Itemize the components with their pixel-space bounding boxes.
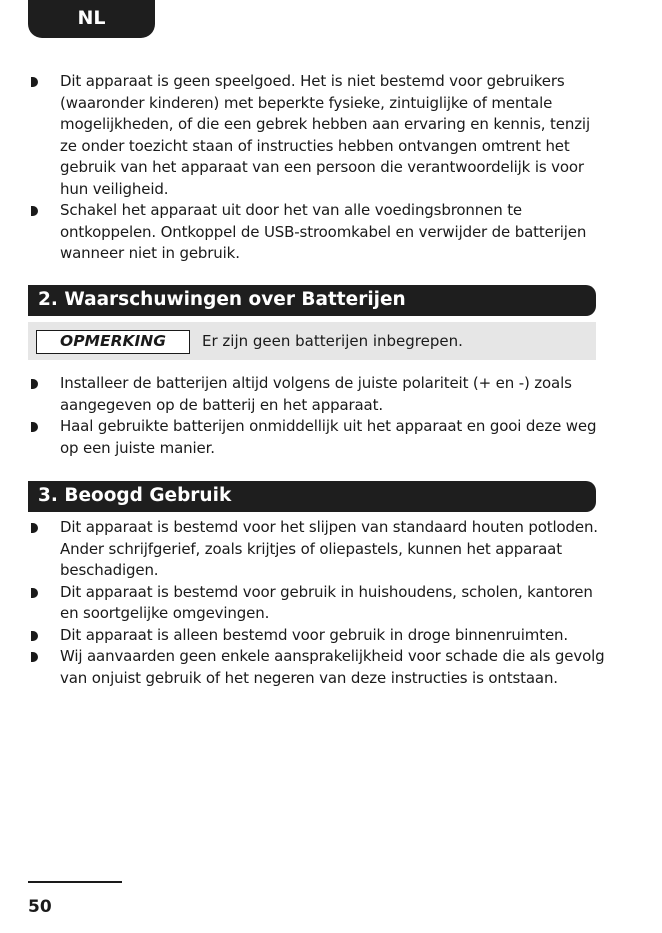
list-item-text: Installeer de batterijen altijd volgens de juiste polariteit (+ en -) zoals aangegeven op de batterij en het apparaat. <box>60 374 572 414</box>
list-item-text: Dit apparaat is bestemd voor het slijpen van standaard houten potloden. Ander schrijfgerief, zoals krijtjes of oliepastels, kunnen het apparaat beschadigen. <box>60 518 598 579</box>
language-tab: NL <box>28 0 155 38</box>
section-heading-batteries: 2. Waarschuwingen over Batterijen <box>28 285 596 316</box>
list-item-text: Dit apparaat is geen speelgoed. Het is niet bestemd voor gebruikers (waaronder kinderen) met beperkte fysieke, zintuiglijke of mentale mogelijkheden, of die een gebrek hebben aan ervaring en kennis, tenzij ze onder toezicht staan of instructies hebben ontvangen omtrent het gebruik van het apparaat van een persoon die verantwoordelijk is voor hun veiligheid. <box>60 72 590 198</box>
section-heading-intended-use: 3. Beoogd Gebruik <box>28 481 596 512</box>
list-item <box>28 416 608 459</box>
note-label: OPMERKING <box>36 330 190 354</box>
list-item <box>28 373 608 416</box>
list-item <box>28 646 608 689</box>
bullet-icon <box>31 631 38 641</box>
bullet-icon <box>31 652 38 662</box>
list-item <box>28 625 608 647</box>
footer-divider <box>28 881 122 883</box>
list-item <box>28 200 608 265</box>
list-item-text: Wij aanvaarden geen enkele aansprakelijkheid voor schade die als gevolg van onjuist gebruik of het negeren van deze instructies is ontstaan. <box>60 647 605 687</box>
bullet-icon <box>31 422 38 432</box>
list-item <box>28 582 608 625</box>
list-item-text: Schakel het apparaat uit door het van alle voedingsbronnen te ontkoppelen. Ontkoppel de USB-stroomkabel en verwijder de batterijen wanneer niet in gebruik. <box>60 201 587 262</box>
list-item-text: Dit apparaat is bestemd voor gebruik in huishoudens, scholen, kantoren en soortgelijke omgevingen. <box>60 582 593 622</box>
bullet-icon <box>31 523 38 533</box>
list-item <box>28 71 608 200</box>
intro-bullet-list <box>28 71 608 265</box>
page-number: 50 <box>28 897 52 917</box>
bullet-icon <box>31 588 38 598</box>
list-item <box>28 517 608 582</box>
note-text: Er zijn geen batterijen inbegrepen. <box>202 332 463 350</box>
list-item-text: Haal gebruikte batterijen onmiddellijk uit het apparaat en gooi deze weg op een juiste manier. <box>60 417 597 457</box>
bullet-icon <box>31 379 38 389</box>
intended-use-bullet-list <box>28 517 608 689</box>
note-box <box>28 322 596 360</box>
bullet-icon <box>31 77 38 87</box>
list-item-text: Dit apparaat is alleen bestemd voor gebruik in droge binnenruimten. <box>60 625 569 644</box>
bullet-icon <box>31 206 38 216</box>
battery-bullet-list <box>28 373 608 459</box>
